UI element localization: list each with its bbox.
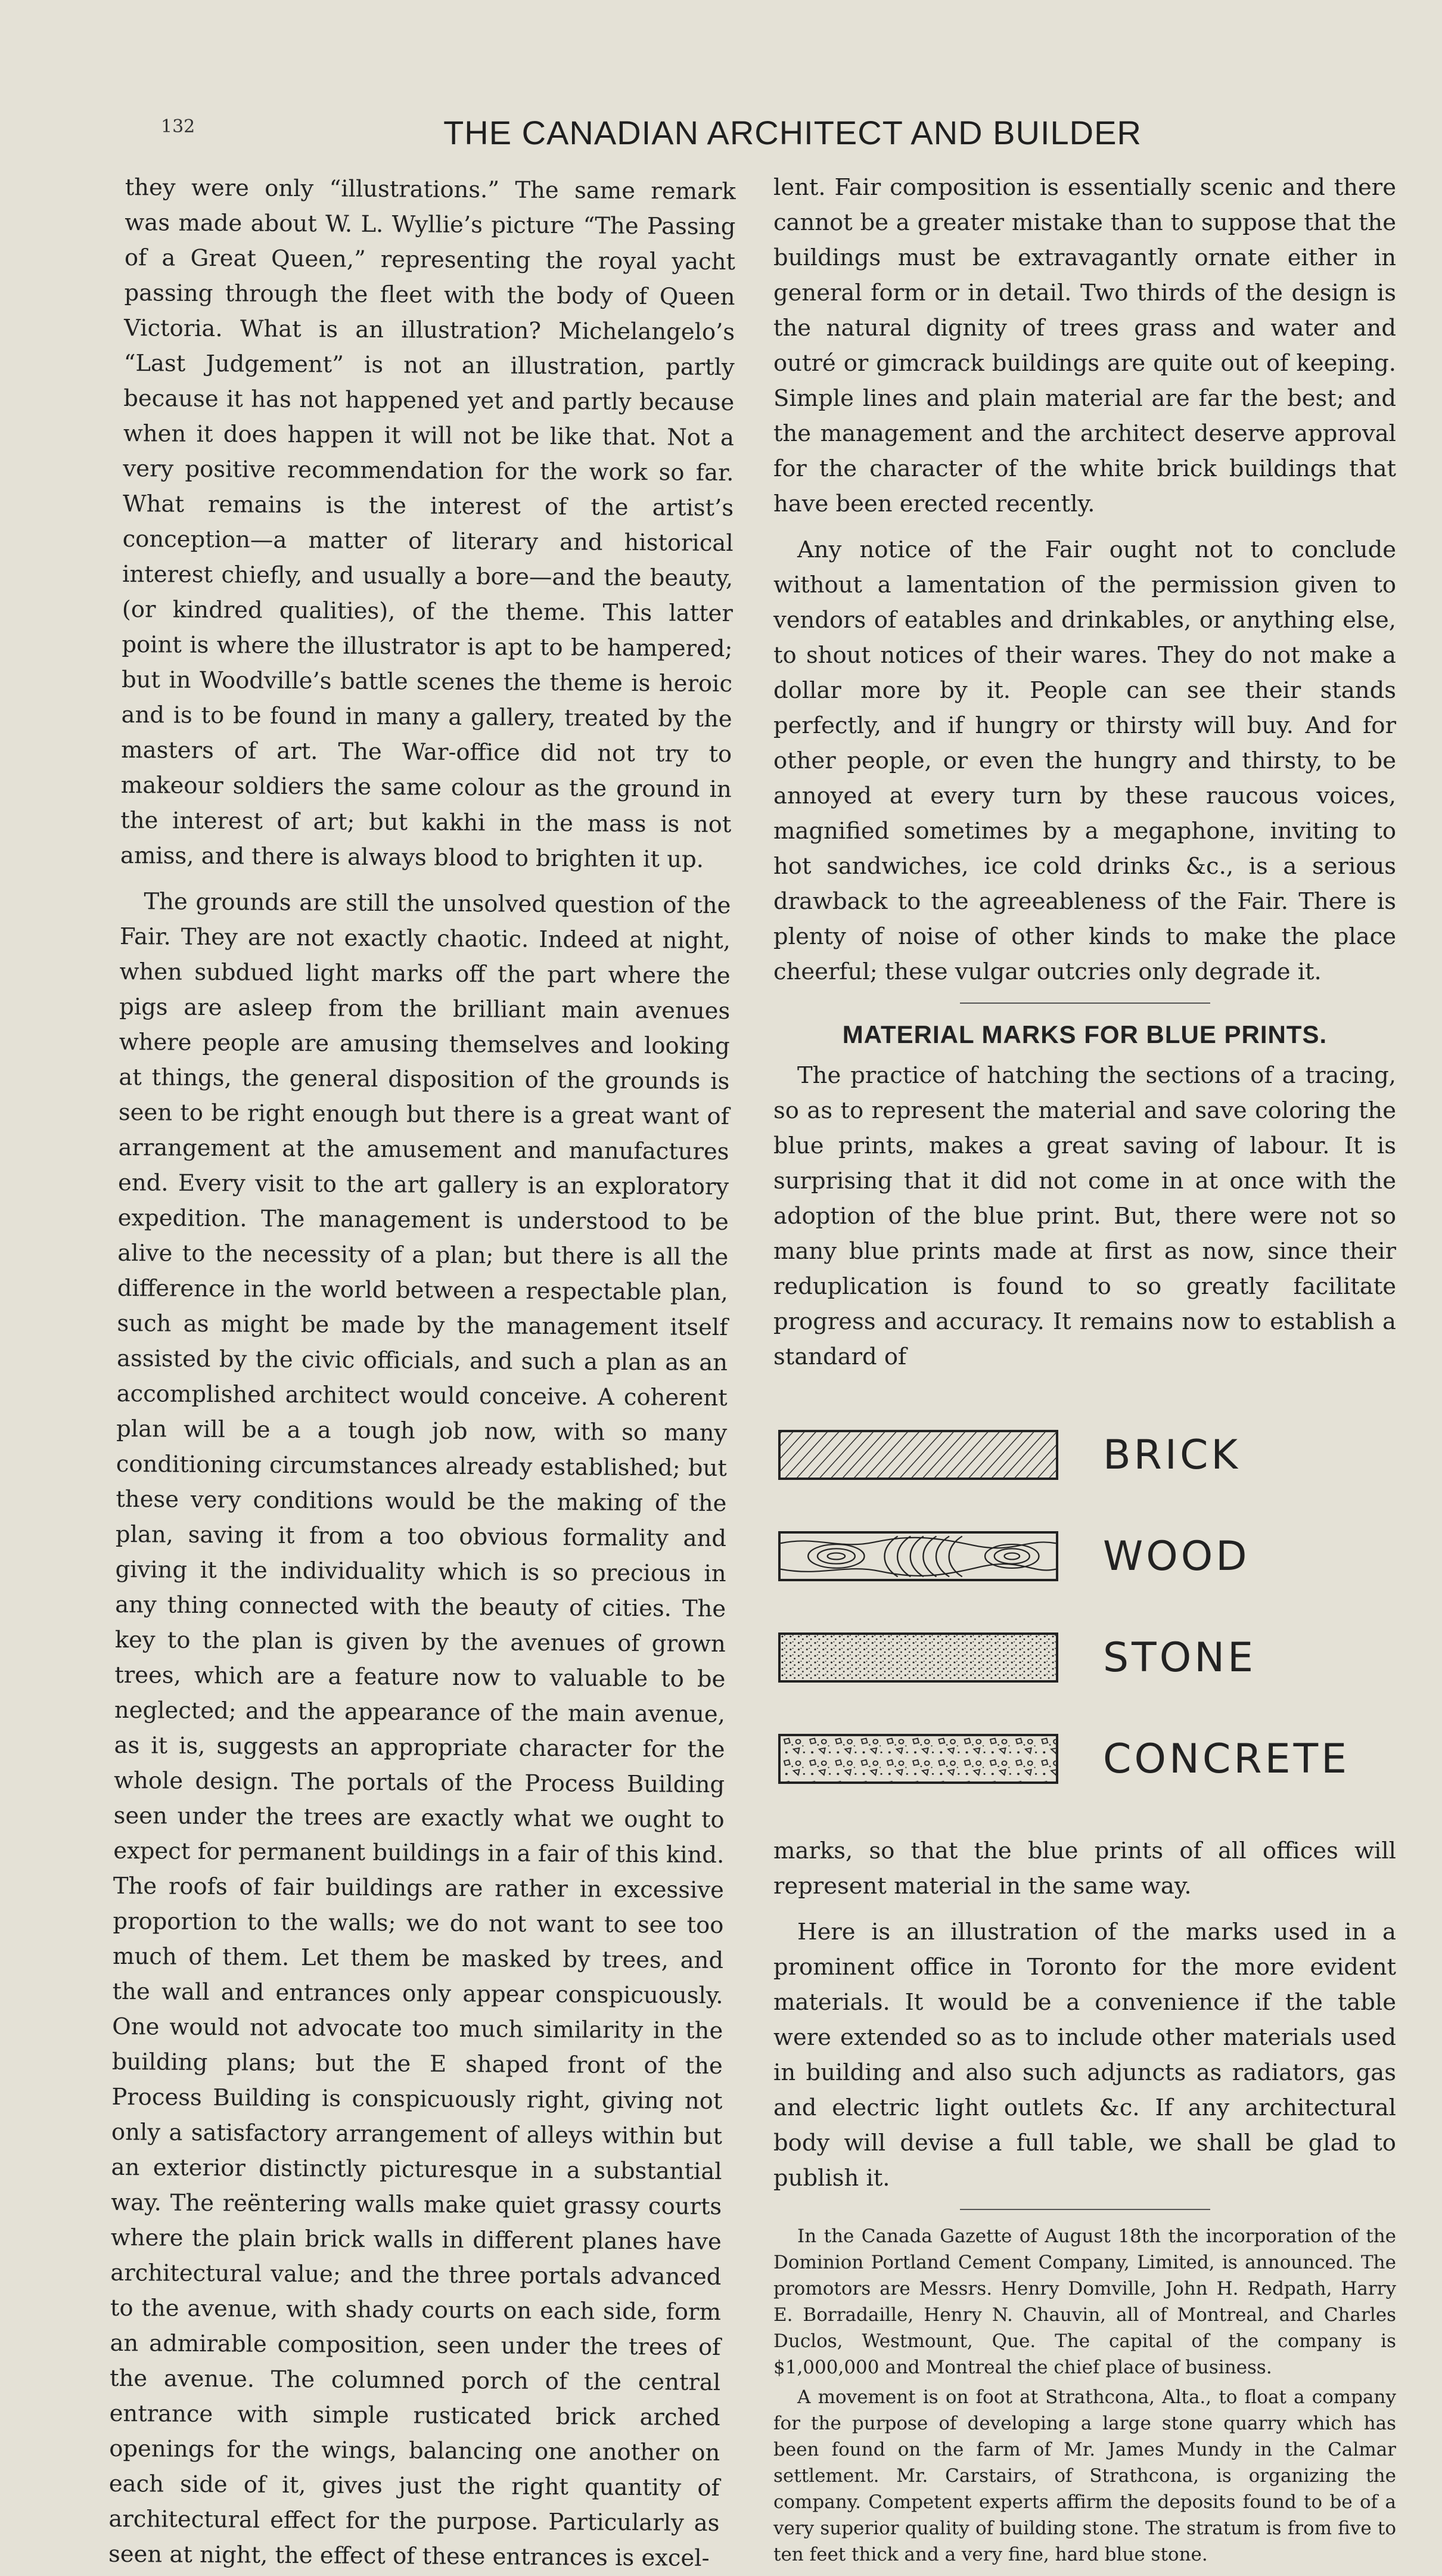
- legend-row-concrete: [773, 1708, 1396, 1810]
- divider: [960, 1003, 1210, 1004]
- wood-grain-icon: [778, 1531, 1058, 1581]
- legend-label: CONCRETE: [1103, 1735, 1350, 1783]
- material-legend: [773, 1404, 1396, 1810]
- news-note: In the Canada Gazette of August 18th the incorporation of the Dominion Portland Cement Company, Limited, is announced. The promotors are Messrs. Henry Domville, John H. Redpath, Harry E. Borradaille, Henry N. Chauvin, all of Montreal, and Charles Duclos, Westmount, Que. The capital of the company is $1,000,000 and Montreal the chief place of business.: [773, 2226, 1396, 2378]
- legend-row-brick: [773, 1404, 1396, 1506]
- left-column: [108, 170, 736, 2576]
- paragraph: Here is an illustration of the marks used in a prominent office in Toronto for the more evident materials. It would be a convenience if the table were extended so as to include other materials used in building and also such adjuncts as radiators, gas and electric light outlets &c. If any architectural body will devise a full table, we shall be glad to publish it.: [773, 1919, 1396, 2192]
- stipple-icon: [778, 1632, 1058, 1683]
- legend-row-stone: [773, 1607, 1396, 1708]
- paragraph: lent. Fair composition is essentially scenic and there cannot be a greater mistake than to suppose that the buildings must be extravagantly ornate either in general form or in detail. Two thirds of the design is the natural dignity of trees grass and water and outré or gimcrack buildings are quite out of keeping. Simple lines and plain material are far the best; and the management and the architect deserve approval for the character of the white brick buildings that have been erected recently.: [773, 174, 1396, 517]
- legend-row-wood: [773, 1506, 1396, 1607]
- legend-label: WOOD: [1103, 1532, 1250, 1580]
- paragraph: marks, so that the blue prints of all offices will represent material in the same way.: [773, 1838, 1396, 1900]
- paragraph: they were only “illustrations.” The same remark was made about W. L. Wyllie’s picture “The Passing of a Great Queen,” representing the royal yacht passing through the fleet with the body of Queen Victoria. What is an illustration? Michelangelo’s “Last Judgement” is not an illustration, partly because it has not happened yet and partly because when it does happen it will not be like that. Not a very positive recommendation for the work so far. What remains is the interest of the artist’s conception—a matter of literary and historical interest chiefly, and usually a bore—and the beauty, (or kindred qualities), of the theme. This latter point is where the illustrator is apt to be hampered; but in Woodville’s battle scenes the theme is heroic and is to be found in many a gallery, treated by the masters of art. The War-office did not try to makeour soldiers the same colour as the ground in the interest of art; but kakhi in the mass is not amiss, and there is always blood to brighten it up.: [120, 173, 736, 873]
- diagonal-hatch-icon: [778, 1430, 1058, 1480]
- running-head: THE CANADIAN ARCHITECT AND BUILDER: [443, 114, 1142, 151]
- news-notes: [773, 2223, 1396, 2568]
- legend-label: STONE: [1103, 1634, 1257, 1681]
- aggregate-icon: [778, 1734, 1058, 1784]
- paragraph: The practice of hatching the sections of a tracing, so as to represent the material and save coloring the blue prints, makes a great saving of labour. It is surprising that it did not come in at once with the adoption of the blue print. But, there were not so many blue prints made at first as now, since their reduplication is found to so greatly facilitate progress and accuracy. It remains now to establish a standard of: [773, 1062, 1396, 1370]
- right-column: [773, 170, 1396, 2568]
- legend-label: BRICK: [1103, 1431, 1241, 1479]
- paragraph: Any notice of the Fair ought not to conclude without a lamentation of the permission given to vendors of eatables and drinkables, or anything else, to shout notices of their wares. They do not make a dollar more by it. People can see their stands perfectly, and if hungry or thirsty will buy. And for other people, or even the hungry and thirsty, to be annoyed at every turn by these raucous voices, magnified sometimes by a megaphone, inviting to hot sandwiches, ice cold drinks &c., is a serious drawback to the agreeableness of the Fair. There is plenty of noise of other kinds to make the place cheerful; these vulgar outcries only degrade it.: [773, 536, 1396, 985]
- news-note: A movement is on foot at Strathcona, Alta., to float a company for the purpose of developing a large stone quarry which has been found on the farm of Mr. James Mundy in the Calmar settlement. Mr. Carstairs, of Strathcona, is organizing the company. Competent experts affirm the deposits found to be of a very superior quality of building stone. The stratum is from five to ten feet thick and a very fine, hard blue stone.: [773, 2386, 1396, 2565]
- page-number: 132: [161, 116, 195, 137]
- divider: [960, 2209, 1210, 2210]
- paragraph: The grounds are still the unsolved question of the Fair. They are not exactly chaotic. Indeed at night, when subdued light marks off the part where the pigs are asleep from the brilliant main avenues where people are amusing themselves and looking at things, the general disposition of the grounds is seen to be right enough but there is a great want of arrangement at the amusement and manufactures end. Every visit to the art gallery is an exploratory expedition. The management is understood to be alive to the necessity of a plan; but there is all the difference in the world between a respectable plan, such as might be made by the management itself assisted by the civic officials, and such a plan as an accomplished architect would conceive. A coherent plan will be a a tough job now, with so many conditioning circumstances already established; but these very conditions would be the making of the plan, saving it from a too obvious formality and giving it the individuality which is so precious in any thing connected with the beauty of cities. The key to the plan is given by the avenues of grown trees, which are a feature now to valuable to be neglected; and the appearance of the main avenue, as it is, suggests an appropriate character for the whole design. The portals of the Process Building seen under the trees are exactly what we ought to expect for permanent buildings in a fair of this kind. The roofs of fair buildings are rather in excessive proportion to the walls; we do not want to see too much of them. Let them be masked by trees, and the wall and entrances only appear conspicuously. One would not advocate too much similarity in the building plans; but the E shaped front of the Process Building is conspicuously right, giving not only a satisfactory arrangement of alleys within but an exterior distinctly picturesque in a substantial way. The reëntering walls make quiet grassy courts where the plain brick walls in different planes have architectural value; and the three portals advanced to the avenue, with shady courts on each side, form an admirable composition, seen under the trees of the avenue. The columned porch of the central entrance with simple rusticated brick arched openings for the wings, balancing one another on each side of it, gives just the right quantity of architectural effect for the purpose. Particularly as seen at night, the effect of these entrances is excel-: [108, 888, 731, 2572]
- section-heading: MATERIAL MARKS FOR BLUE PRINTS.: [842, 1020, 1328, 1048]
